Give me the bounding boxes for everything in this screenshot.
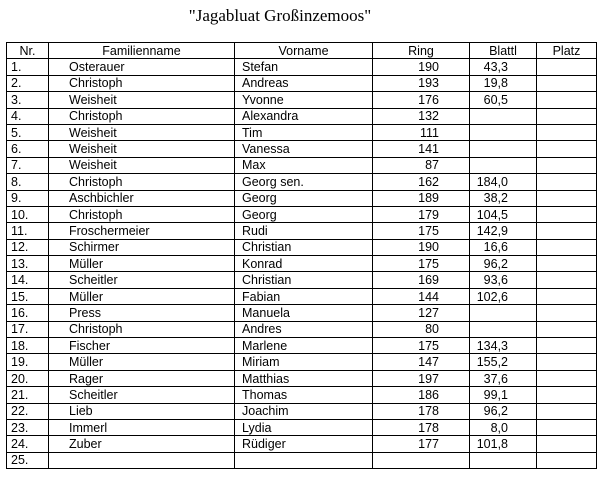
cell-ring: 80 bbox=[373, 321, 470, 337]
header-ring: Ring bbox=[373, 43, 470, 59]
cell-nr: 4. bbox=[7, 108, 49, 124]
cell-nr: 21. bbox=[7, 387, 49, 403]
cell-blattl bbox=[470, 157, 537, 173]
cell-blattl: 37,6 bbox=[470, 370, 537, 386]
cell-familienname: Christoph bbox=[49, 206, 235, 222]
table-row bbox=[7, 305, 597, 321]
page-title: "Jagabluat Großinzemoos" bbox=[188, 6, 372, 25]
cell-nr: 1. bbox=[7, 59, 49, 75]
cell-ring: 177 bbox=[373, 436, 470, 452]
cell-blattl: 43,3 bbox=[470, 59, 537, 75]
cell-ring: 193 bbox=[373, 75, 470, 91]
cell-vorname: Vanessa bbox=[235, 141, 373, 157]
cell-nr: 7. bbox=[7, 157, 49, 173]
table-row bbox=[7, 239, 597, 255]
cell-blattl bbox=[470, 305, 537, 321]
cell-blattl: 134,3 bbox=[470, 338, 537, 354]
cell-platz bbox=[537, 256, 597, 272]
cell-platz bbox=[537, 108, 597, 124]
cell-ring: 147 bbox=[373, 354, 470, 370]
table-row bbox=[7, 452, 597, 468]
cell-blattl: 60,5 bbox=[470, 92, 537, 108]
cell-ring: 178 bbox=[373, 403, 470, 419]
cell-ring: 179 bbox=[373, 206, 470, 222]
cell-vorname: Lydia bbox=[235, 419, 373, 435]
cell-platz bbox=[537, 370, 597, 386]
cell-platz bbox=[537, 452, 597, 468]
cell-blattl: 96,2 bbox=[470, 256, 537, 272]
table-row bbox=[7, 157, 597, 173]
cell-nr: 25. bbox=[7, 452, 49, 468]
cell-blattl: 155,2 bbox=[470, 354, 537, 370]
cell-familienname: Rager bbox=[49, 370, 235, 386]
cell-nr: 14. bbox=[7, 272, 49, 288]
cell-blattl: 38,2 bbox=[470, 190, 537, 206]
cell-vorname: Christian bbox=[235, 272, 373, 288]
cell-familienname: Aschbichler bbox=[49, 190, 235, 206]
cell-platz bbox=[537, 354, 597, 370]
cell-blattl bbox=[470, 141, 537, 157]
cell-blattl: 93,6 bbox=[470, 272, 537, 288]
table-row bbox=[7, 108, 597, 124]
cell-nr: 12. bbox=[7, 239, 49, 255]
cell-familienname: Müller bbox=[49, 256, 235, 272]
cell-blattl bbox=[470, 452, 537, 468]
cell-familienname: Scheitler bbox=[49, 272, 235, 288]
cell-familienname: Osterauer bbox=[49, 59, 235, 75]
cell-vorname bbox=[235, 452, 373, 468]
cell-blattl: 101,8 bbox=[470, 436, 537, 452]
header-familienname: Familienname bbox=[49, 43, 235, 59]
cell-nr: 8. bbox=[7, 174, 49, 190]
cell-ring: 127 bbox=[373, 305, 470, 321]
cell-familienname: Müller bbox=[49, 354, 235, 370]
cell-nr: 16. bbox=[7, 305, 49, 321]
cell-nr: 19. bbox=[7, 354, 49, 370]
table-row bbox=[7, 124, 597, 140]
cell-vorname: Georg bbox=[235, 206, 373, 222]
cell-vorname: Manuela bbox=[235, 305, 373, 321]
cell-nr: 20. bbox=[7, 370, 49, 386]
cell-platz bbox=[537, 59, 597, 75]
cell-ring: 111 bbox=[373, 124, 470, 140]
cell-platz bbox=[537, 190, 597, 206]
table-row bbox=[7, 272, 597, 288]
cell-vorname: Andreas bbox=[235, 75, 373, 91]
cell-nr: 5. bbox=[7, 124, 49, 140]
cell-vorname: Andres bbox=[235, 321, 373, 337]
cell-nr: 24. bbox=[7, 436, 49, 452]
cell-nr: 18. bbox=[7, 338, 49, 354]
cell-familienname: Press bbox=[49, 305, 235, 321]
cell-blattl: 102,6 bbox=[470, 288, 537, 304]
cell-vorname: Miriam bbox=[235, 354, 373, 370]
cell-vorname: Alexandra bbox=[235, 108, 373, 124]
cell-familienname: Weisheit bbox=[49, 141, 235, 157]
table-row bbox=[7, 288, 597, 304]
cell-platz bbox=[537, 75, 597, 91]
cell-platz bbox=[537, 321, 597, 337]
table-row bbox=[7, 206, 597, 222]
table-row bbox=[7, 436, 597, 452]
cell-ring: 186 bbox=[373, 387, 470, 403]
cell-vorname: Joachim bbox=[235, 403, 373, 419]
cell-platz bbox=[537, 92, 597, 108]
cell-platz bbox=[537, 206, 597, 222]
cell-blattl: 99,1 bbox=[470, 387, 537, 403]
cell-ring: 178 bbox=[373, 419, 470, 435]
cell-vorname: Yvonne bbox=[235, 92, 373, 108]
cell-ring: 175 bbox=[373, 256, 470, 272]
header-nr: Nr. bbox=[7, 43, 49, 59]
cell-vorname: Tim bbox=[235, 124, 373, 140]
cell-familienname: Fischer bbox=[49, 338, 235, 354]
cell-platz bbox=[537, 141, 597, 157]
cell-nr: 3. bbox=[7, 92, 49, 108]
table-row bbox=[7, 75, 597, 91]
table-row bbox=[7, 321, 597, 337]
cell-vorname: Marlene bbox=[235, 338, 373, 354]
cell-platz bbox=[537, 419, 597, 435]
cell-nr: 9. bbox=[7, 190, 49, 206]
header-platz: Platz bbox=[537, 43, 597, 59]
cell-blattl: 104,5 bbox=[470, 206, 537, 222]
cell-familienname: Christoph bbox=[49, 108, 235, 124]
cell-platz bbox=[537, 436, 597, 452]
cell-blattl bbox=[470, 108, 537, 124]
cell-blattl bbox=[470, 321, 537, 337]
cell-nr: 10. bbox=[7, 206, 49, 222]
cell-ring: 141 bbox=[373, 141, 470, 157]
cell-blattl bbox=[470, 124, 537, 140]
cell-platz bbox=[537, 403, 597, 419]
cell-blattl: 142,9 bbox=[470, 223, 537, 239]
cell-familienname: Weisheit bbox=[49, 124, 235, 140]
table-row bbox=[7, 190, 597, 206]
table-row bbox=[7, 419, 597, 435]
cell-platz bbox=[537, 288, 597, 304]
cell-platz bbox=[537, 223, 597, 239]
cell-platz bbox=[537, 272, 597, 288]
cell-ring: 197 bbox=[373, 370, 470, 386]
cell-platz bbox=[537, 387, 597, 403]
cell-nr: 13. bbox=[7, 256, 49, 272]
cell-vorname: Rüdiger bbox=[235, 436, 373, 452]
table-row bbox=[7, 403, 597, 419]
results-table bbox=[6, 42, 597, 469]
cell-familienname: Müller bbox=[49, 288, 235, 304]
cell-familienname: Weisheit bbox=[49, 157, 235, 173]
table-row bbox=[7, 223, 597, 239]
table-row bbox=[7, 256, 597, 272]
cell-nr: 23. bbox=[7, 419, 49, 435]
cell-familienname: Immerl bbox=[49, 419, 235, 435]
cell-ring: 189 bbox=[373, 190, 470, 206]
cell-ring: 162 bbox=[373, 174, 470, 190]
cell-nr: 11. bbox=[7, 223, 49, 239]
cell-familienname bbox=[49, 452, 235, 468]
cell-familienname: Froschermeier bbox=[49, 223, 235, 239]
header-vorname: Vorname bbox=[235, 43, 373, 59]
cell-ring: 132 bbox=[373, 108, 470, 124]
cell-ring: 169 bbox=[373, 272, 470, 288]
cell-familienname: Schirmer bbox=[49, 239, 235, 255]
cell-blattl: 19,8 bbox=[470, 75, 537, 91]
cell-vorname: Rudi bbox=[235, 223, 373, 239]
cell-familienname: Lieb bbox=[49, 403, 235, 419]
cell-ring: 190 bbox=[373, 239, 470, 255]
table-row bbox=[7, 59, 597, 75]
cell-ring: 175 bbox=[373, 338, 470, 354]
cell-blattl: 184,0 bbox=[470, 174, 537, 190]
cell-familienname: Scheitler bbox=[49, 387, 235, 403]
cell-vorname: Georg sen. bbox=[235, 174, 373, 190]
table-row bbox=[7, 92, 597, 108]
cell-platz bbox=[537, 239, 597, 255]
cell-platz bbox=[537, 305, 597, 321]
cell-platz bbox=[537, 157, 597, 173]
table-row bbox=[7, 141, 597, 157]
cell-vorname: Georg bbox=[235, 190, 373, 206]
cell-ring: 175 bbox=[373, 223, 470, 239]
cell-blattl: 96,2 bbox=[470, 403, 537, 419]
cell-vorname: Christian bbox=[235, 239, 373, 255]
cell-ring: 190 bbox=[373, 59, 470, 75]
cell-platz bbox=[537, 174, 597, 190]
cell-familienname: Weisheit bbox=[49, 92, 235, 108]
header-row bbox=[7, 43, 597, 59]
cell-nr: 6. bbox=[7, 141, 49, 157]
cell-vorname: Konrad bbox=[235, 256, 373, 272]
cell-vorname: Matthias bbox=[235, 370, 373, 386]
cell-familienname: Christoph bbox=[49, 174, 235, 190]
cell-ring bbox=[373, 452, 470, 468]
cell-blattl: 16,6 bbox=[470, 239, 537, 255]
cell-vorname: Fabian bbox=[235, 288, 373, 304]
table-row bbox=[7, 174, 597, 190]
cell-familienname: Christoph bbox=[49, 75, 235, 91]
cell-ring: 144 bbox=[373, 288, 470, 304]
cell-blattl: 8,0 bbox=[470, 419, 537, 435]
cell-platz bbox=[537, 124, 597, 140]
cell-vorname: Stefan bbox=[235, 59, 373, 75]
cell-vorname: Thomas bbox=[235, 387, 373, 403]
table-row bbox=[7, 354, 597, 370]
header-blattl: Blattl bbox=[470, 43, 537, 59]
cell-ring: 87 bbox=[373, 157, 470, 173]
cell-nr: 15. bbox=[7, 288, 49, 304]
cell-nr: 17. bbox=[7, 321, 49, 337]
cell-vorname: Max bbox=[235, 157, 373, 173]
table-row bbox=[7, 338, 597, 354]
cell-familienname: Christoph bbox=[49, 321, 235, 337]
cell-nr: 22. bbox=[7, 403, 49, 419]
cell-familienname: Zuber bbox=[49, 436, 235, 452]
cell-platz bbox=[537, 338, 597, 354]
table-row bbox=[7, 370, 597, 386]
table-row bbox=[7, 387, 597, 403]
cell-ring: 176 bbox=[373, 92, 470, 108]
cell-nr: 2. bbox=[7, 75, 49, 91]
